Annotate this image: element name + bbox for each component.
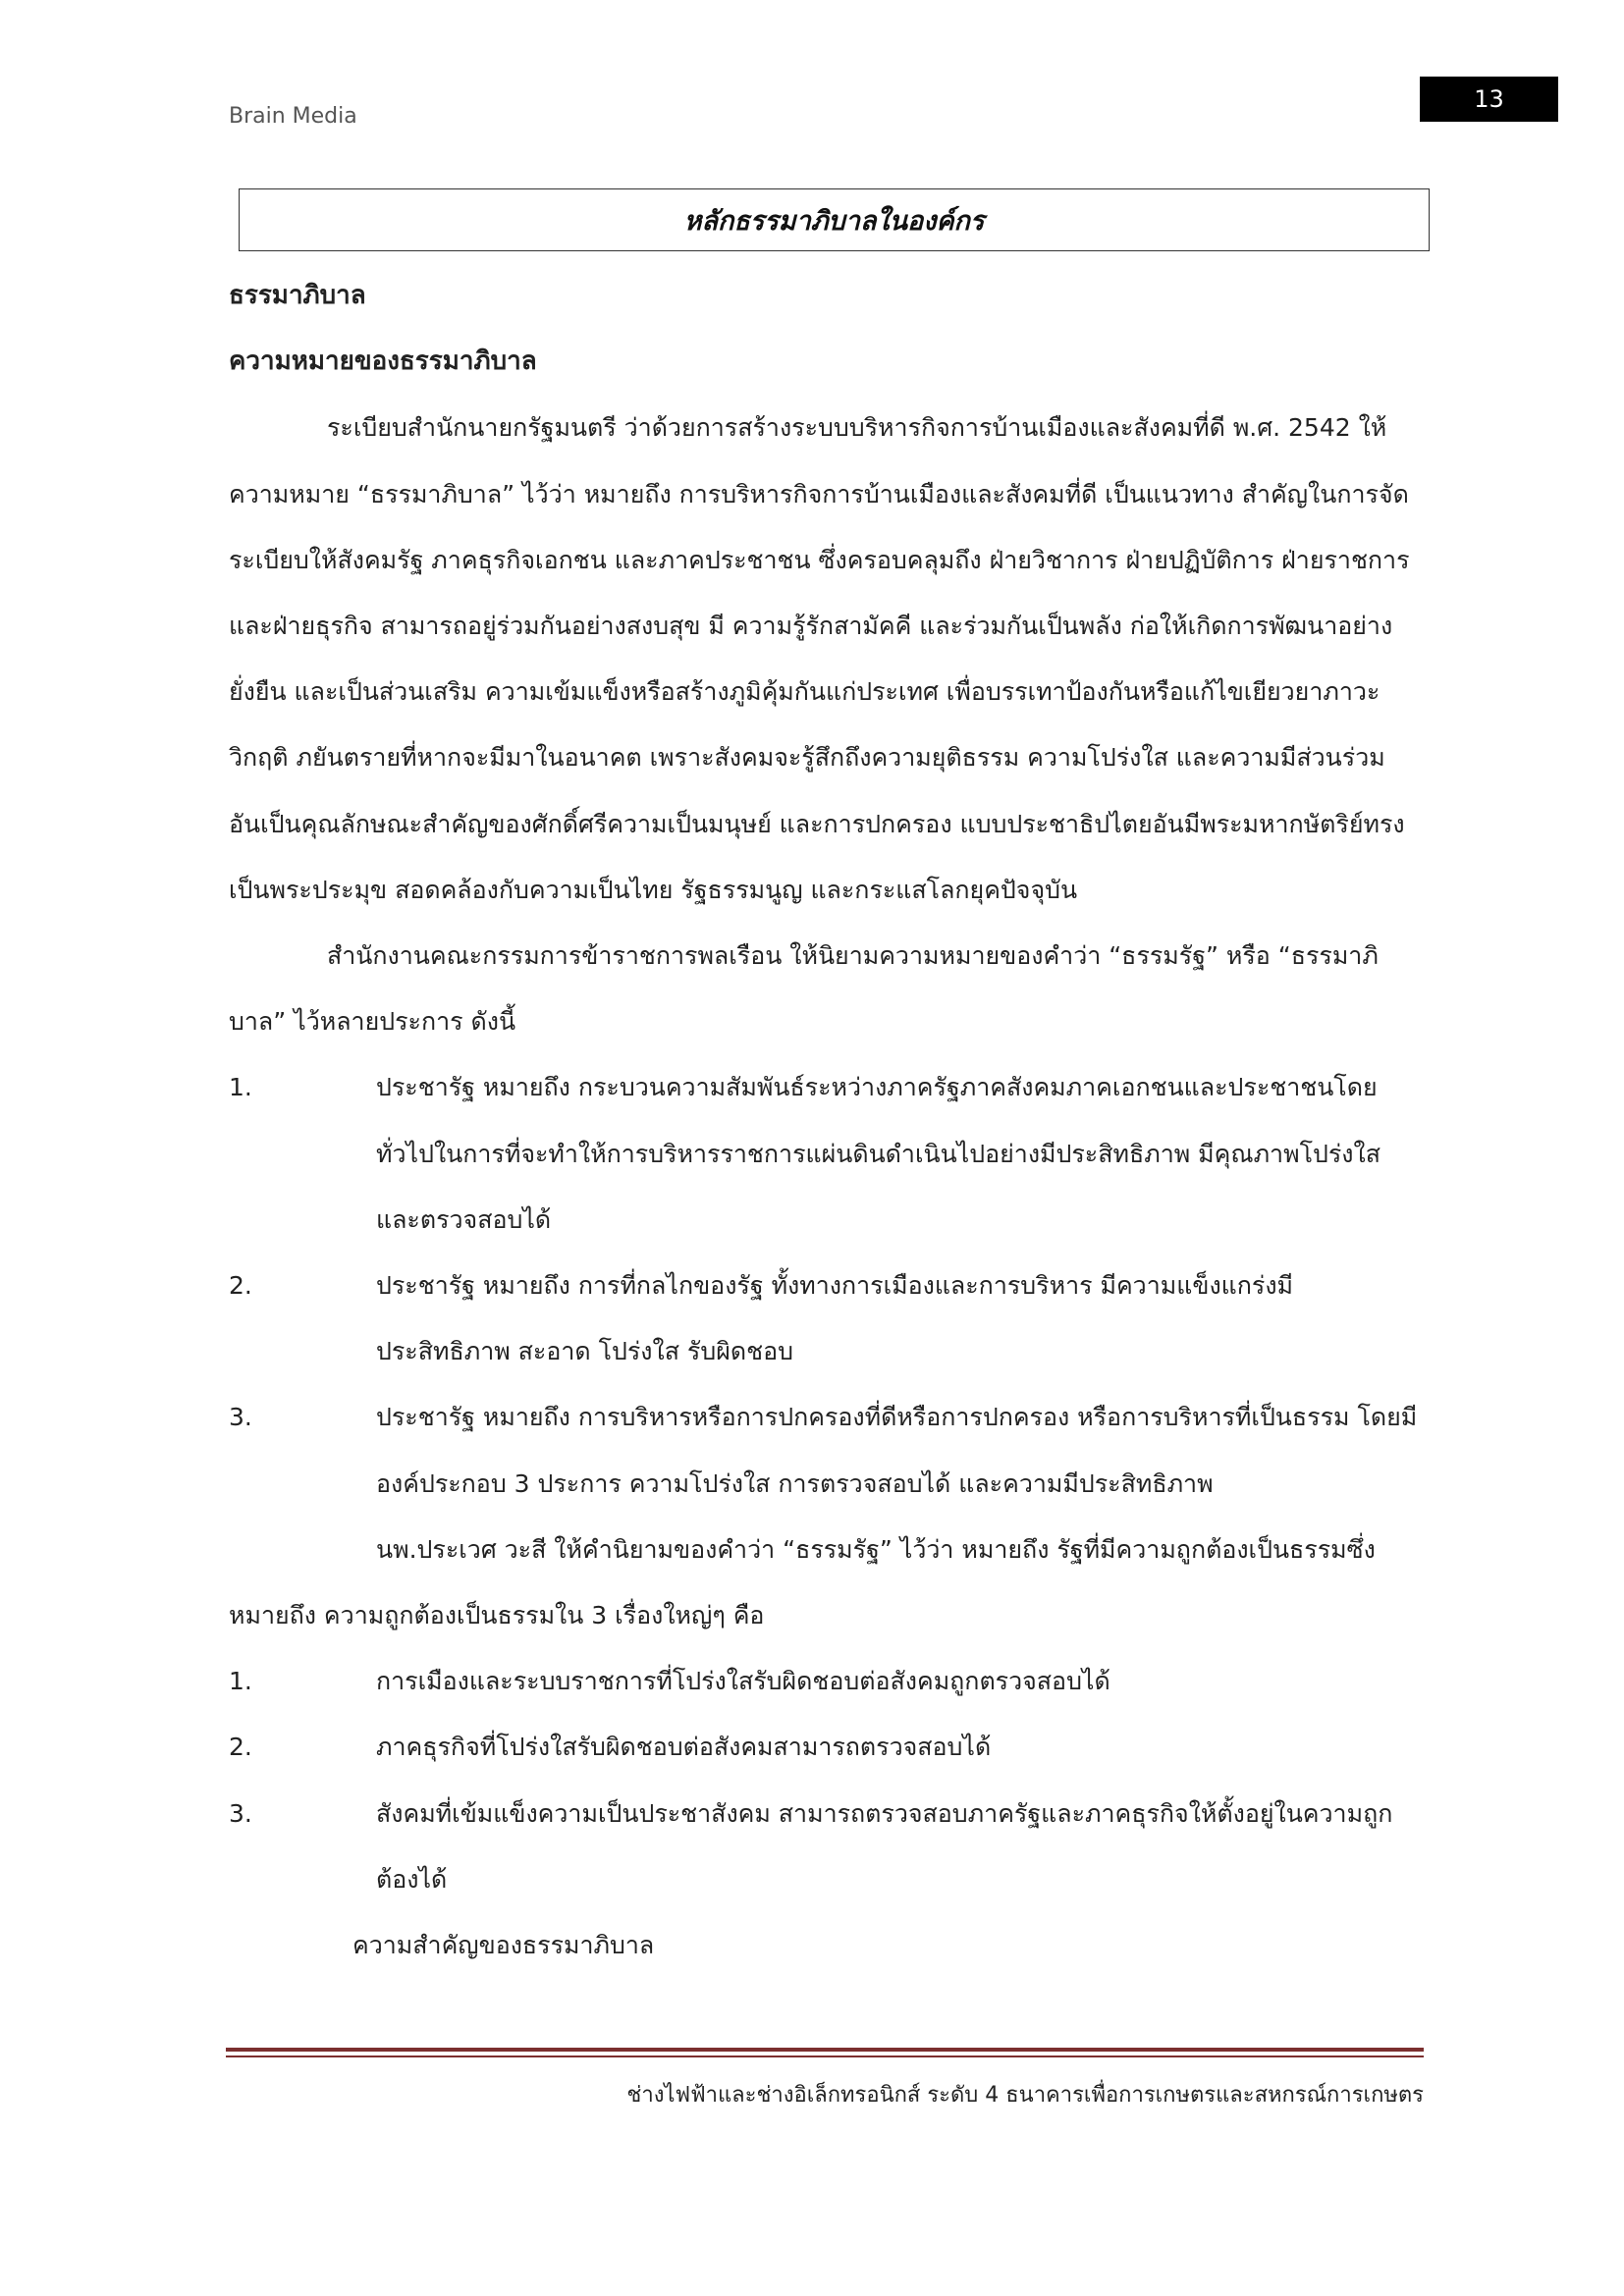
paragraph-ocsc: สำนักงานคณะกรรมการข้าราชการพลเรือน ให้นิยามความหมายของคำว่า “ธรรมรัฐ” หรือ “ธรรมาภิบาล” ไว้หลายประการ ดังนี้ (229, 941, 1379, 1037)
list-number: 1. (229, 1073, 252, 1102)
list-item (229, 1781, 1422, 1912)
page-number: 13 (1420, 77, 1558, 122)
list-item (229, 1253, 1422, 1384)
list-text: ภาคธุรกิจที่โปร่งใสรับผิดชอบต่อสังคมสามารถตรวจสอบได้ (376, 1733, 992, 1762)
paragraph-prawase: นพ.ประเวศ วะสี ให้คำนิยามของคำว่า “ธรรมรัฐ” ไว้ว่า หมายถึง รัฐที่มีความถูกต้องเป็นธรรมซึ่งหมายถึง ความถูกต้องเป็นธรรมใน 3 เรื่องใหญ่ๆ คือ (229, 1534, 1376, 1630)
list-text: การเมืองและระบบราชการที่โปร่งใสรับผิดชอบต่อสังคมถูกตรวจสอบได้ (376, 1667, 1110, 1696)
section-subheading: ความหมายของธรรมาภิบาล (229, 347, 537, 377)
list-number: 2. (229, 1733, 252, 1762)
list-item (229, 1054, 1422, 1253)
importance-heading: ความสำคัญของธรรมาภิบาล (352, 1931, 655, 1960)
list-item (229, 1648, 1422, 1714)
list-number: 3. (229, 1798, 252, 1828)
section-heading: ธรรมาภิบาล (229, 281, 366, 310)
list-text: ประชารัฐ หมายถึง การบริหารหรือการปกครองที่ดีหรือการปกครอง หรือการบริหารที่เป็นธรรม โดยมีองค์ประกอบ 3 ประการ ความโปร่งใส การตรวจสอบได้ และความมีประสิทธิภาพ (376, 1403, 1418, 1498)
list-item (229, 1384, 1422, 1516)
list-item (229, 1714, 1422, 1780)
list-text: สังคมที่เข้มแข็งความเป็นประชาสังคม สามารถตรวจสอบภาครัฐและภาคธุรกิจให้ตั้งอยู่ในความถูกต้องได้ (376, 1798, 1393, 1894)
header-brand: Brain Media (229, 104, 357, 129)
list-number: 3. (229, 1403, 252, 1432)
document-title: หลักธรรมาภิบาลในองค์กร (239, 188, 1430, 251)
paragraph-definition: ระเบียบสำนักนายกรัฐมนตรี ว่าด้วยการสร้างระบบบริหารกิจการบ้านเมืองและสังคมที่ดี พ.ศ. 2542 ให้ความหมาย “ธรรมาภิบาล” ไว้ว่า หมายถึง การบริหารกิจการบ้านเมืองและสังคมที่ดี เป็นแนวทาง สำคัญในการจัดระเบียบให้สังคมรัฐ ภาคธุรกิจเอกชน และภาคประชาชน ซึ่งครอบคลุมถึง ฝ่ายวิชาการ ฝ่ายปฏิบัติการ ฝ่ายราชการ และฝ่ายธุรกิจ สามารถอยู่ร่วมกันอย่างสงบสุข มี ความรู้รักสามัคคี และร่วมกันเป็นพลัง ก่อให้เกิดการพัฒนาอย่างยั่งยืน และเป็นส่วนเสริม ความเข้มแข็งหรือสร้างภูมิคุ้มกันแก่ประเทศ เพื่อบรรเทาป้องกันหรือแก้ไขเยียวยาภาวะ วิกฤติ ภยันตรายที่หากจะมีมาในอนาคต เพราะสังคมจะรู้สึกถึงความยุติธรรม ความโปร่งใส และความมีส่วนร่วม อันเป็นคุณลักษณะสำคัญของศักดิ์ศรีความเป็นมนุษย์ และการปกครอง แบบประชาธิปไตยอันมีพระมหากษัตริย์ทรงเป็นพระประมุข สอดคล้องกับความเป็นไทย รัฐธรรมนูญ และกระแสโลกยุคปัจจุบัน (229, 413, 1410, 904)
footer-divider-thick (226, 2048, 1424, 2052)
list-number: 2. (229, 1271, 252, 1301)
list-text: ประชารัฐ หมายถึง กระบวนความสัมพันธ์ระหว่างภาครัฐภาคสังคมภาคเอกชนและประชาชนโดยทั่วไปในการที่จะทำให้การบริหารราชการแผ่นดินดำเนินไปอย่างมีประสิทธิภาพ มีคุณภาพโปร่งใสและตรวจสอบได้ (376, 1073, 1380, 1234)
list-number: 1. (229, 1667, 252, 1696)
list-text: ประชารัฐ หมายถึง การที่กลไกของรัฐ ทั้งทางการเมืองและการบริหาร มีความแข็งแกร่งมีประสิทธิภาพ สะอาด โปร่งใส รับผิดชอบ (376, 1271, 1294, 1366)
document-body (229, 263, 1422, 1978)
footer-divider-thin (226, 2056, 1424, 2057)
footer-text: ช่างไฟฟ้าและช่างอิเล็กทรอนิกส์ ระดับ 4 ธนาคารเพื่อการเกษตรและสหกรณ์การเกษตร (626, 2083, 1424, 2108)
